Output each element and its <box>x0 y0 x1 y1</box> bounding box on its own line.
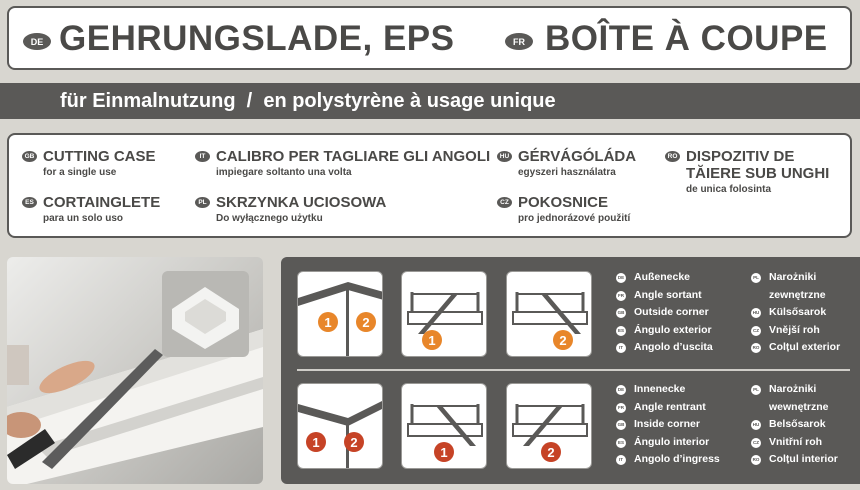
step-number: 1 <box>434 442 454 462</box>
legend-row: PL Narożniki <box>751 381 838 399</box>
legend-row: RO Colțul exterior <box>752 341 841 353</box>
language-badge: ES <box>22 197 37 208</box>
legend-row: ES Ángulo exterior <box>617 323 712 336</box>
language-subtitle: impiegare soltanto una volta <box>216 167 352 178</box>
legend-row: GB Outside corner <box>617 306 709 318</box>
language-subtitle: egyszeri használatra <box>518 167 616 178</box>
outside-legend-col1 <box>616 269 713 357</box>
step-number: 2 <box>553 330 573 350</box>
language-entry-pl <box>198 194 387 224</box>
legend-row: IT Angolo d’ingress <box>616 451 720 469</box>
language-badge: PL <box>195 197 210 208</box>
language-entry-cz <box>500 194 631 224</box>
language-badge: CZ <box>497 197 512 208</box>
row-divider <box>297 369 850 371</box>
language-badge: IT <box>195 151 210 162</box>
language-entry-ro <box>667 148 846 195</box>
miter-box-diagram <box>507 272 592 357</box>
legend-row: CZ Vnější roh <box>753 323 820 336</box>
language-title: CUTTING CASE <box>43 148 156 165</box>
legend-row: HU Külsősarok <box>752 306 827 318</box>
legend-row: HU Belsősarok <box>752 418 826 430</box>
step-number: 1 <box>422 330 442 350</box>
inside-legend-col1 <box>616 381 720 469</box>
miter-box-diagram <box>402 272 487 357</box>
language-panel <box>7 133 852 238</box>
legend-row: GB Inside corner <box>617 418 700 430</box>
legend-row: FR Angle sortant <box>618 288 702 301</box>
language-subtitle: Do wyłącznego użytku <box>216 213 323 224</box>
language-title: POKOSNICE <box>518 194 609 211</box>
step-number: 2 <box>356 312 376 332</box>
legend-row: DE Innenecke <box>617 383 686 395</box>
language-title: CALIBRO PER TAGLIARE GLI ANGOLI <box>216 148 491 165</box>
language-subtitle: pro jednorázové použití <box>518 213 631 224</box>
language-entry-gb <box>24 148 156 178</box>
language-title: DISPOZITIV DE TĂIERE SUB UNGHI <box>686 148 830 182</box>
legend-row: zewnętrzne <box>769 288 826 301</box>
subtitle-band <box>0 83 860 119</box>
legend-row: ES Ángulo interior <box>617 435 710 448</box>
page-title-de: GEHRUNGSLADE, EPS <box>59 19 455 58</box>
cutting-illustration <box>7 257 263 484</box>
legend-row: wewnętrzne <box>769 400 829 413</box>
step-number: 1 <box>306 432 326 452</box>
legend-row: FR Angle rentrant <box>618 400 706 413</box>
header-panel <box>7 6 852 70</box>
language-entry-es <box>25 194 161 224</box>
product-photo <box>7 257 263 484</box>
language-badge: GB <box>22 151 37 162</box>
inside-cut-tile-2 <box>506 383 592 469</box>
language-subtitle: para un solo uso <box>43 213 124 224</box>
step-number: 2 <box>344 432 364 452</box>
language-title: CORTAINGLETE <box>43 194 161 211</box>
legend-row: CZ Vnitřní roh <box>753 435 823 448</box>
outside-legend-col2 <box>751 269 840 357</box>
language-badge: RO <box>665 151 680 162</box>
outside-cut-tile-1 <box>401 271 487 357</box>
inside-cut-tile-1 <box>401 383 487 469</box>
language-title: SKRZYNKA UCIOSOWA <box>216 194 387 211</box>
inside-corner-diagram <box>298 384 383 469</box>
language-badge-de: DE <box>23 33 51 50</box>
language-badge: HU <box>497 151 512 162</box>
language-entry-it <box>199 148 491 178</box>
step-number: 1 <box>318 312 338 332</box>
outside-cut-tile-2 <box>506 271 592 357</box>
subtitle-text: für Einmalnutzung / en polystyrène à usage unique <box>60 90 556 112</box>
inside-corner-tile <box>297 383 383 469</box>
language-title: GÉRVÁGÓLÁDA <box>518 148 637 165</box>
legend-row: IT Angolo d’uscita <box>616 339 713 357</box>
language-badge-fr: FR <box>505 33 533 50</box>
step-number: 2 <box>541 442 561 462</box>
legend-row: RO Colțul interior <box>752 453 838 465</box>
language-subtitle: for a single use <box>43 167 117 178</box>
language-entry-hu <box>499 148 637 178</box>
language-subtitle: de unica folosinta <box>686 184 772 195</box>
legend-row: DE Außenecke <box>617 271 691 283</box>
outside-corner-tile <box>297 271 383 357</box>
legend-row: PL Narożniki <box>751 269 840 287</box>
page-title-fr: BOÎTE À COUPE <box>545 19 828 58</box>
inside-legend-col2 <box>751 381 838 469</box>
